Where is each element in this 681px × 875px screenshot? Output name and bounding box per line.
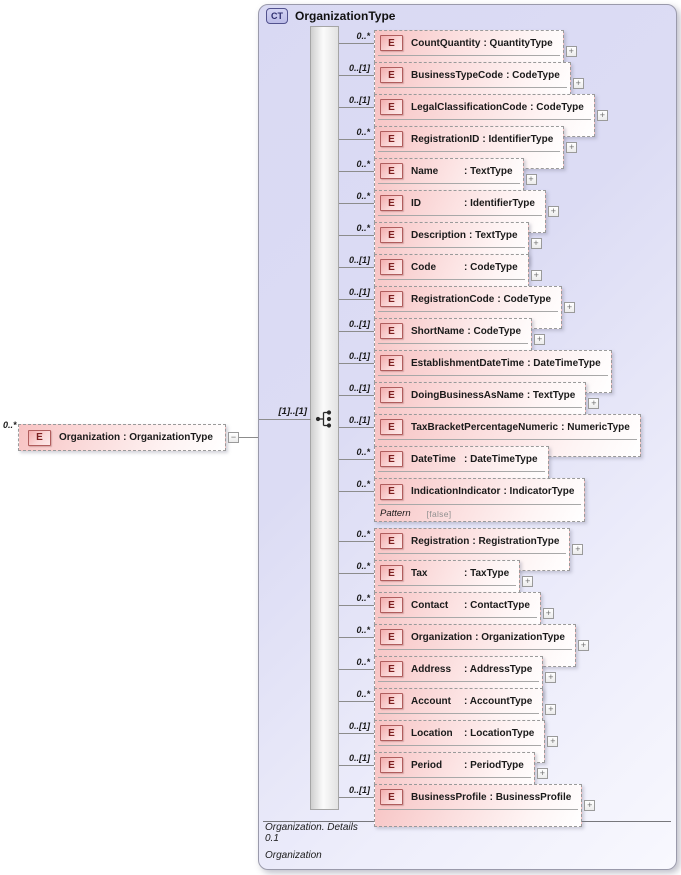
element-name: Registration [411,535,470,547]
connector-line [339,605,375,606]
element-row [259,592,676,618]
element-row [259,528,676,554]
element-name: Account [411,695,451,707]
connector-line [339,171,375,172]
element-row [259,190,676,216]
element-type: : IdentifierType [482,133,554,145]
connector-line [339,299,375,300]
element-cardinality-label: 0..[1] [348,287,370,297]
element-cardinality-label: 0..[1] [348,95,370,105]
element-e-badge: E [380,661,403,677]
element-row [259,624,676,650]
element-name: BusinessTypeCode [411,69,504,81]
element-type: : QuantityType [483,37,553,49]
element-type: : CodeType [506,69,560,81]
group-cardinality-label: [1]..[1] [278,406,307,417]
element-e-badge: E [380,597,403,613]
element-type: : AddressType [464,663,533,675]
element-cardinality-label: 0..* [356,689,370,699]
element-name: DateTime [411,453,456,465]
facet-value: [false] [426,508,452,519]
element-type: : TextType [464,165,513,177]
element-name: Organization [411,631,473,643]
expand-plus-button[interactable]: + [534,334,545,345]
element-box-indicationindicator[interactable] [374,478,585,522]
element-type: : BusinessProfile [489,791,572,803]
element-e-badge: E [380,387,403,403]
expand-plus-button[interactable]: + [531,270,542,281]
expand-plus-button[interactable]: + [578,640,589,651]
element-e-badge: E [380,355,403,371]
ct-badge: CT [266,8,288,24]
element-e-badge: E [380,693,403,709]
expand-plus-button[interactable]: + [543,608,554,619]
element-e-badge: E [380,789,403,805]
element-cardinality-label: 0..* [356,479,370,489]
connector-line [339,331,375,332]
element-type: : PeriodType [464,759,524,771]
element-e-badge: E [380,451,403,467]
element-name: BusinessProfile [411,791,487,803]
expand-plus-button[interactable]: + [584,800,595,811]
connector-line [339,395,375,396]
element-name: LegalClassificationCode [411,101,528,113]
element-e-badge: E [380,227,403,243]
connector-line [339,733,375,734]
element-row [259,158,676,184]
element-type: : DateTimeType [464,453,538,465]
element-type: : AccountType [464,695,533,707]
element-row [259,126,676,152]
element-cardinality-label: 0..[1] [348,383,370,393]
element-name: Description [411,229,467,241]
element-type: : CodeType [467,325,522,337]
element-e-badge: E [380,195,403,211]
expand-plus-button[interactable]: + [531,238,542,249]
element-type: : NumericType [561,421,630,433]
element-type: : IndicatorType [503,486,575,497]
element-cardinality-label: 0..[1] [348,351,370,361]
element-row [259,752,676,778]
expand-plus-button[interactable]: + [548,206,559,217]
element-type: : DateTimeType [527,357,601,369]
element-cardinality-label: 0..[1] [348,63,370,73]
element-name: Contact [411,599,449,611]
element-facet-row [378,809,578,826]
element-name: Tax [411,567,428,579]
element-cardinality-label: 0..* [356,191,370,201]
expand-plus-button[interactable]: + [526,174,537,185]
connector-line [339,107,375,108]
element-cardinality-label: 0..* [356,447,370,457]
connector-line [339,669,375,670]
element-type: : TextType [526,389,576,401]
element-type: : OrganizationType [475,631,565,643]
element-e-badge: E [380,163,403,179]
connector-line [339,363,375,364]
connector-line [339,541,375,542]
element-name: ShortName [411,325,465,337]
element-cardinality-label: 0..* [356,593,370,603]
connector-line [339,139,375,140]
annotation-doc-name: Organization. Details [265,822,358,833]
connector-line [339,765,375,766]
element-e-badge: E [380,757,403,773]
element-e-badge: E [380,35,403,51]
element-e-badge: E [380,725,403,741]
element-e-badge: E [28,430,51,446]
element-name: RegistrationID [411,133,480,145]
connector-line [339,43,375,44]
element-name: Period [411,759,443,771]
connector-line [339,75,375,76]
root-cardinality-label: 0..* [3,420,17,430]
annotation-text [265,823,358,862]
element-type: : TaxType [464,567,510,579]
element-type: : TextType [469,229,518,241]
element-facet-row [378,504,581,521]
element-name: EstablishmentDateTime [411,357,525,369]
connector-line [339,491,375,492]
element-cardinality-label: 0..[1] [348,255,370,265]
expand-plus-button[interactable]: + [597,110,608,121]
element-row [259,656,676,682]
connector-line [339,637,375,638]
element-cardinality-label: 0..[1] [348,753,370,763]
annotation-doc-module: Organization [265,850,322,861]
element-row [259,350,676,376]
expand-plus-button[interactable]: + [588,398,599,409]
complextype-container [258,4,677,870]
element-type: : RegistrationType [472,535,560,547]
element-row [259,720,676,746]
element-cardinality-label: 0..* [356,529,370,539]
connector-line [339,459,375,460]
element-e-badge: E [380,629,403,645]
element-e-badge: E [380,131,403,147]
expand-plus-button[interactable]: + [545,704,556,715]
connector-line [339,427,375,428]
element-type: : IdentifierType [464,197,535,209]
complextype-title: OrganizationType [295,9,396,23]
element-e-badge: E [380,259,403,275]
element-e-badge: E [380,533,403,549]
element-box-businessprofile[interactable] [374,784,582,827]
element-name: Code [411,261,436,273]
element-e-badge: E [380,67,403,83]
element-name: CountQuantity [411,37,481,49]
element-name: ID [411,197,421,209]
element-cardinality-label: 0..* [356,625,370,635]
element-cardinality-label: 0..[1] [348,415,370,425]
expand-plus-button[interactable]: + [537,768,548,779]
root-element-name: Organization [59,432,121,443]
element-type: : CodeType [497,293,552,305]
element-row [259,414,676,440]
expand-plus-button[interactable]: + [545,672,556,683]
expand-plus-button[interactable]: + [564,302,575,313]
element-name: IndicationIndicator [411,486,501,497]
element-name: Address [411,663,452,675]
element-name: RegistrationCode [411,293,495,305]
element-row [259,94,676,120]
element-row [259,286,676,312]
element-row [259,254,676,280]
expand-plus-button[interactable]: + [566,142,577,153]
collapse-minus-button[interactable]: − [228,432,239,443]
element-cardinality-label: 0..* [356,561,370,571]
element-name: Location [411,727,453,739]
connector-line [339,203,375,204]
element-type: : LocationType [464,727,535,739]
element-e-badge: E [380,99,403,115]
element-cardinality-label: 0..* [356,657,370,667]
element-e-badge: E [380,484,403,500]
element-row [259,784,676,810]
connector-line [339,573,375,574]
element-row [259,560,676,586]
element-cardinality-label: 0..* [356,127,370,137]
element-cardinality-label: 0..* [356,159,370,169]
element-row [259,688,676,714]
element-cardinality-label: 0..* [356,31,370,41]
element-e-badge: E [380,291,403,307]
element-name: Name [411,165,439,177]
connector-line [339,797,375,798]
element-row [259,318,676,344]
element-e-badge: E [380,565,403,581]
element-e-badge: E [380,323,403,339]
element-cardinality-label: 0..[1] [348,721,370,731]
element-name: TaxBracketPercentageNumeric [411,421,559,433]
element-row [259,478,676,522]
expand-plus-button[interactable]: + [573,78,584,89]
global-element-organization-box[interactable] [18,424,226,451]
connector-line [339,267,375,268]
expand-plus-button[interactable]: + [566,46,577,57]
facet-name-label: Pattern [380,508,411,519]
element-name: DoingBusinessAsName [411,389,524,401]
element-row [259,222,676,248]
root-element-type: : OrganizationType [123,432,213,443]
expand-plus-button[interactable]: + [522,576,533,587]
element-row [259,382,676,408]
connector-line [339,701,375,702]
element-cardinality-label: 0..[1] [348,319,370,329]
element-type: : CodeType [530,101,584,113]
expand-plus-button[interactable]: + [547,736,558,747]
element-row [259,30,676,56]
annotation-doc-version: 0.1 [265,832,279,844]
expand-plus-button[interactable]: + [572,544,583,555]
element-type: : ContactType [464,599,530,611]
element-cardinality-label: 0..* [356,223,370,233]
element-row [259,62,676,88]
element-cardinality-label: 0..[1] [348,785,370,795]
element-type: : CodeType [464,261,518,273]
connector-line [339,235,375,236]
element-e-badge: E [380,419,403,435]
